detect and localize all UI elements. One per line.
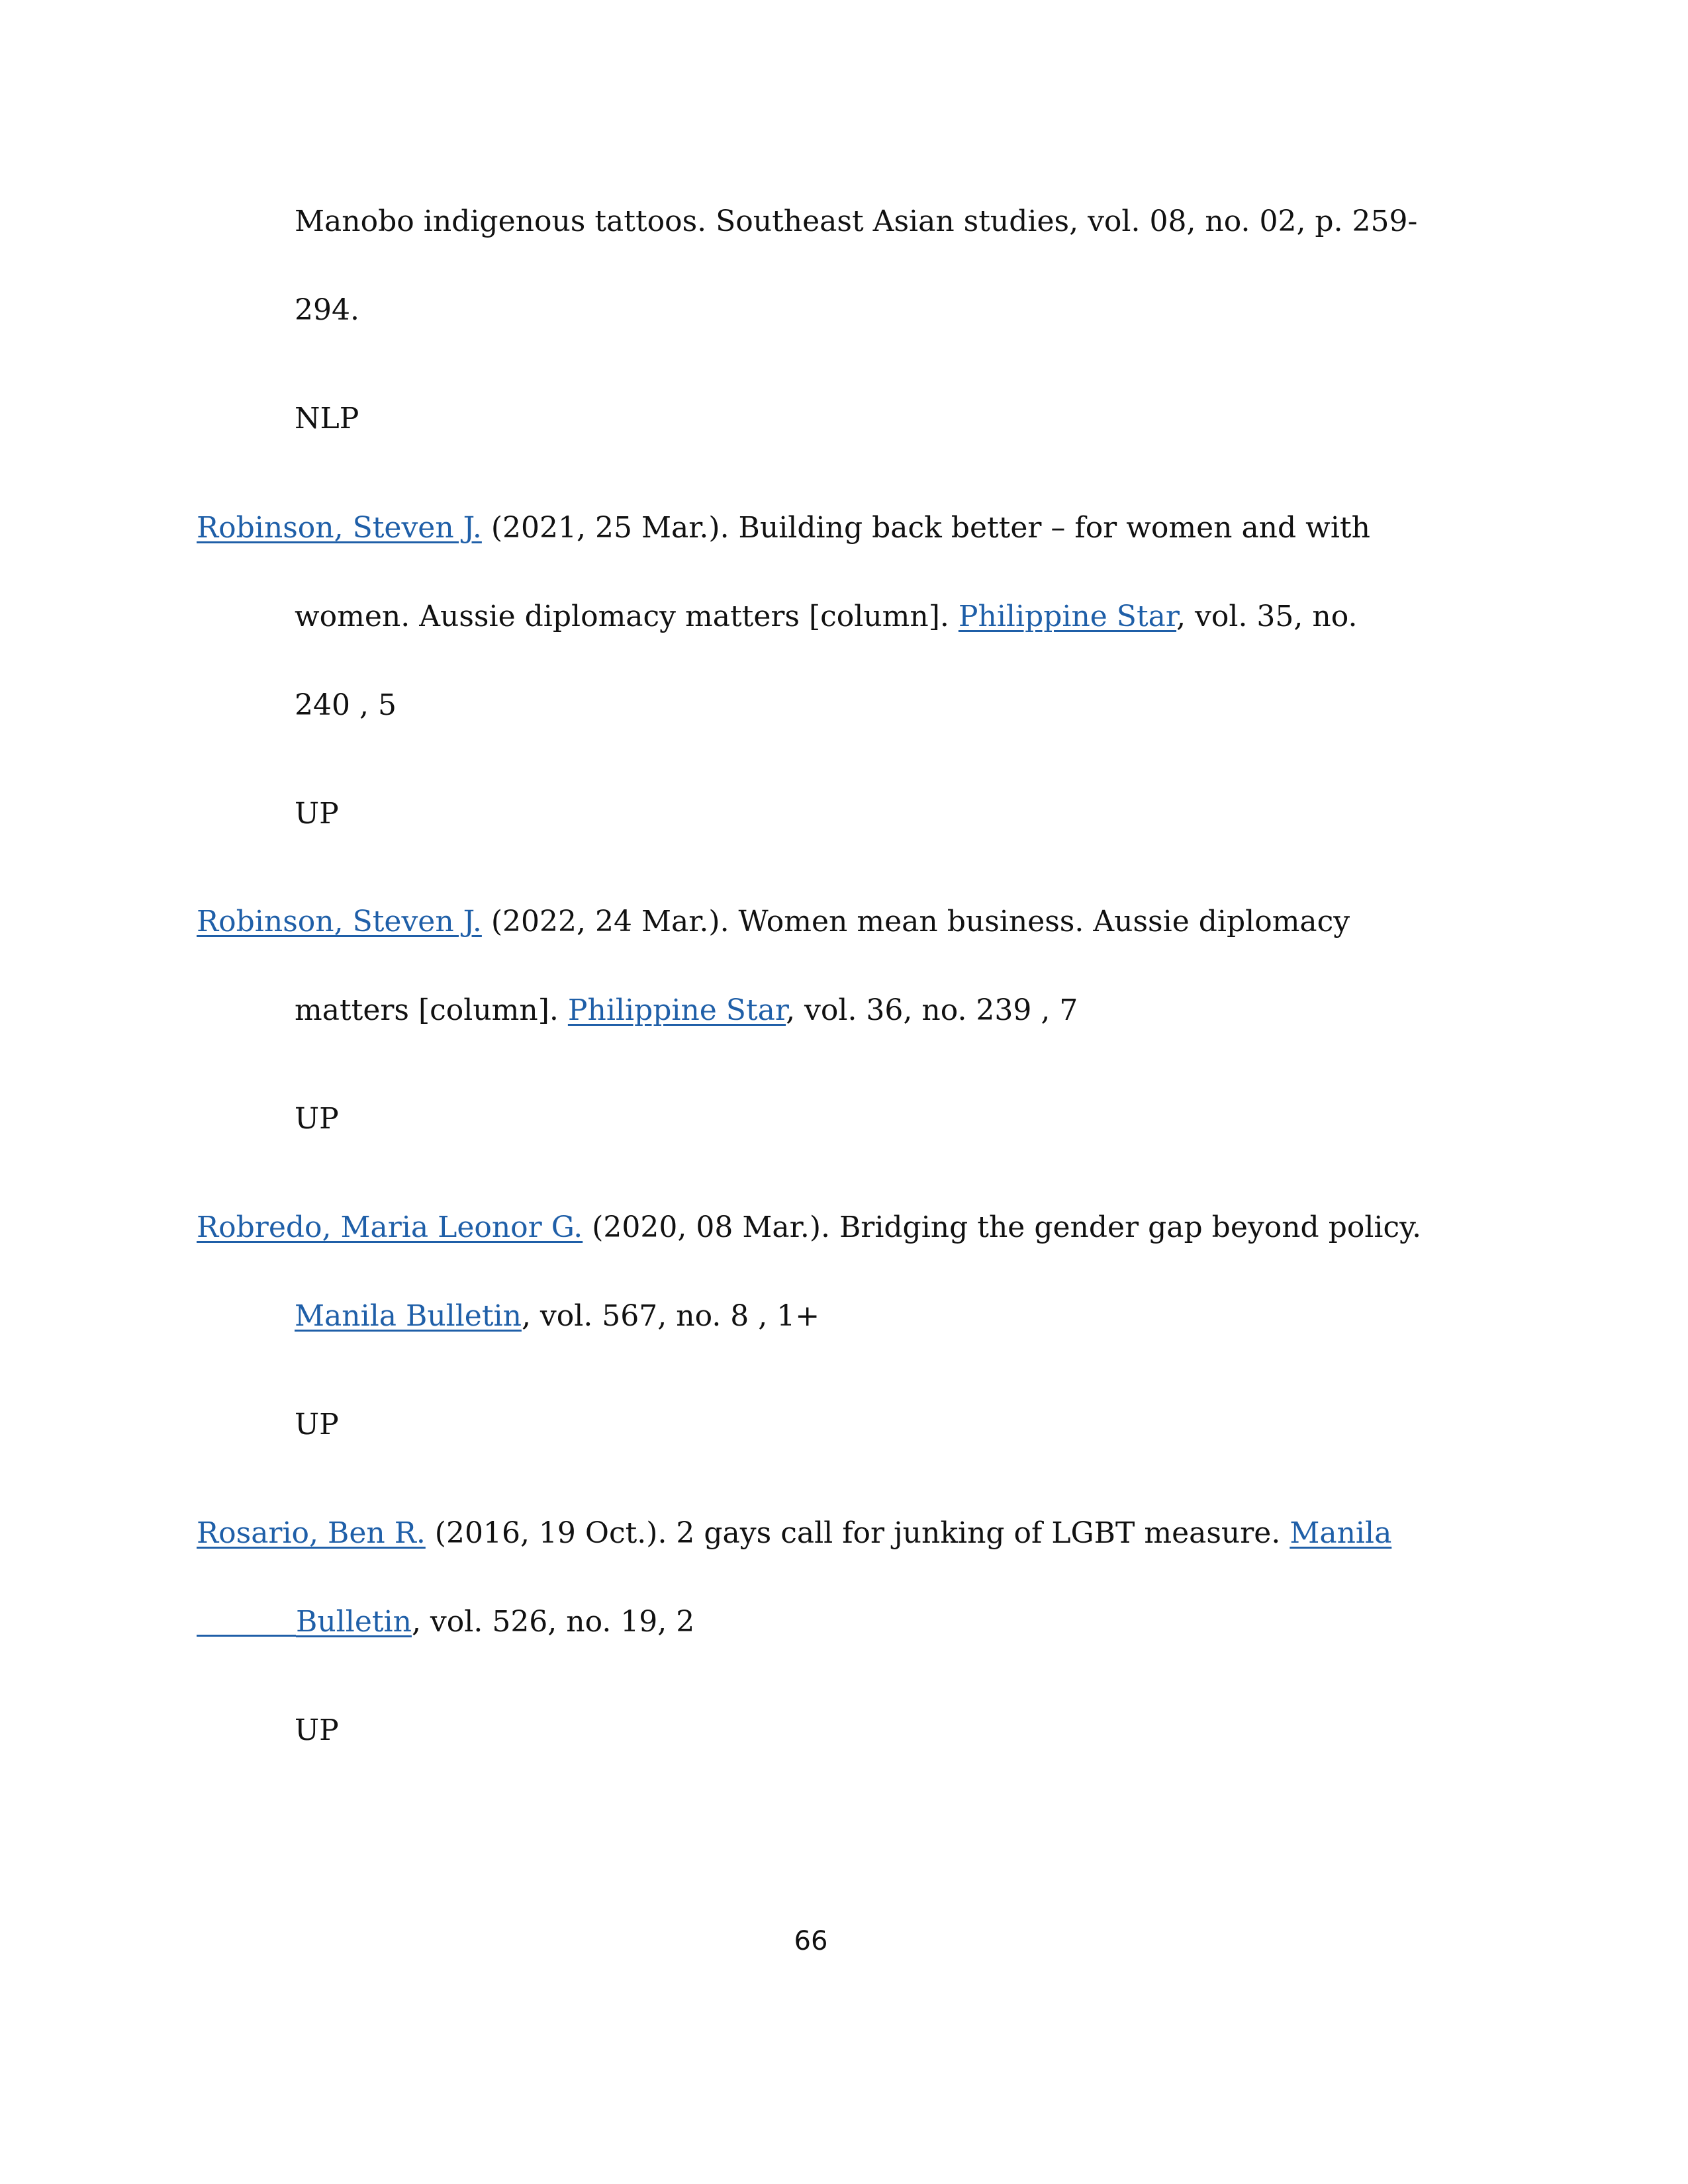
entry-3-line-1 xyxy=(197,1208,1421,1248)
entry-text: , vol. 35, no. xyxy=(1176,600,1358,633)
location-code: UP xyxy=(295,1102,339,1136)
publication-link[interactable]: Bulletin xyxy=(296,1605,412,1639)
location-code: UP xyxy=(295,797,339,831)
continuation-location xyxy=(295,399,359,439)
publication-link[interactable]: Manila Bulletin xyxy=(295,1299,522,1333)
author-link[interactable]: Rosario, Ben R. xyxy=(197,1516,426,1550)
entry-text: women. Aussie diplomacy matters [column]. xyxy=(295,600,959,633)
link-underline-spacer xyxy=(197,1635,296,1637)
continuation-line-1 xyxy=(295,202,1417,242)
entry-4-line-1 xyxy=(197,1514,1391,1553)
entry-text: 240 , 5 xyxy=(295,688,397,722)
author-link[interactable]: Robredo, Maria Leonor G. xyxy=(197,1210,583,1244)
entry-text: matters [column]. xyxy=(295,993,568,1027)
entry-text: (2016, 19 Oct.). 2 gays call for junking of LGBT measure. xyxy=(425,1516,1290,1550)
entry-2-line-1 xyxy=(197,902,1350,942)
entry-2-location xyxy=(295,1099,339,1139)
location-code: NLP xyxy=(295,402,359,435)
continuation-text-2: 294. xyxy=(295,293,359,327)
entry-1-line-1 xyxy=(197,508,1370,548)
author-link[interactable]: Robinson, Steven J. xyxy=(197,905,482,938)
continuation-line-2 xyxy=(295,291,359,330)
continuation-text-1: Manobo indigenous tattoos. Southeast Asian studies, vol. 08, no. 02, p. 259- xyxy=(295,205,1418,238)
page-number: 66 xyxy=(794,1926,828,1956)
entry-4-location xyxy=(295,1711,339,1751)
publication-link[interactable]: Manila xyxy=(1289,1516,1392,1550)
entry-1-line-2 xyxy=(295,597,1357,637)
author-link[interactable]: Robinson, Steven J. xyxy=(197,511,482,545)
entry-4-line-2 xyxy=(197,1602,694,1642)
publication-link[interactable]: Philippine Star xyxy=(567,993,786,1027)
entry-text: (2020, 08 Mar.). Bridging the gender gap beyond policy. xyxy=(583,1210,1422,1244)
location-code: UP xyxy=(295,1713,339,1747)
entry-1-line-3 xyxy=(295,686,397,725)
entry-text: (2021, 25 Mar.). Building back better – for women and with xyxy=(481,511,1370,545)
entry-text: , vol. 567, no. 8 , 1+ xyxy=(521,1299,820,1333)
entry-text: (2022, 24 Mar.). Women mean business. Aussie diplomacy xyxy=(481,905,1350,938)
entry-3-location xyxy=(295,1405,339,1445)
entry-text: , vol. 36, no. 239 , 7 xyxy=(786,993,1078,1027)
entry-3-line-2 xyxy=(295,1297,820,1336)
location-code: UP xyxy=(295,1408,339,1441)
entry-1-location xyxy=(295,794,339,834)
entry-2-line-2 xyxy=(295,991,1078,1030)
publication-link[interactable]: Philippine Star xyxy=(958,600,1177,633)
entry-text: , vol. 526, no. 19, 2 xyxy=(411,1605,695,1639)
